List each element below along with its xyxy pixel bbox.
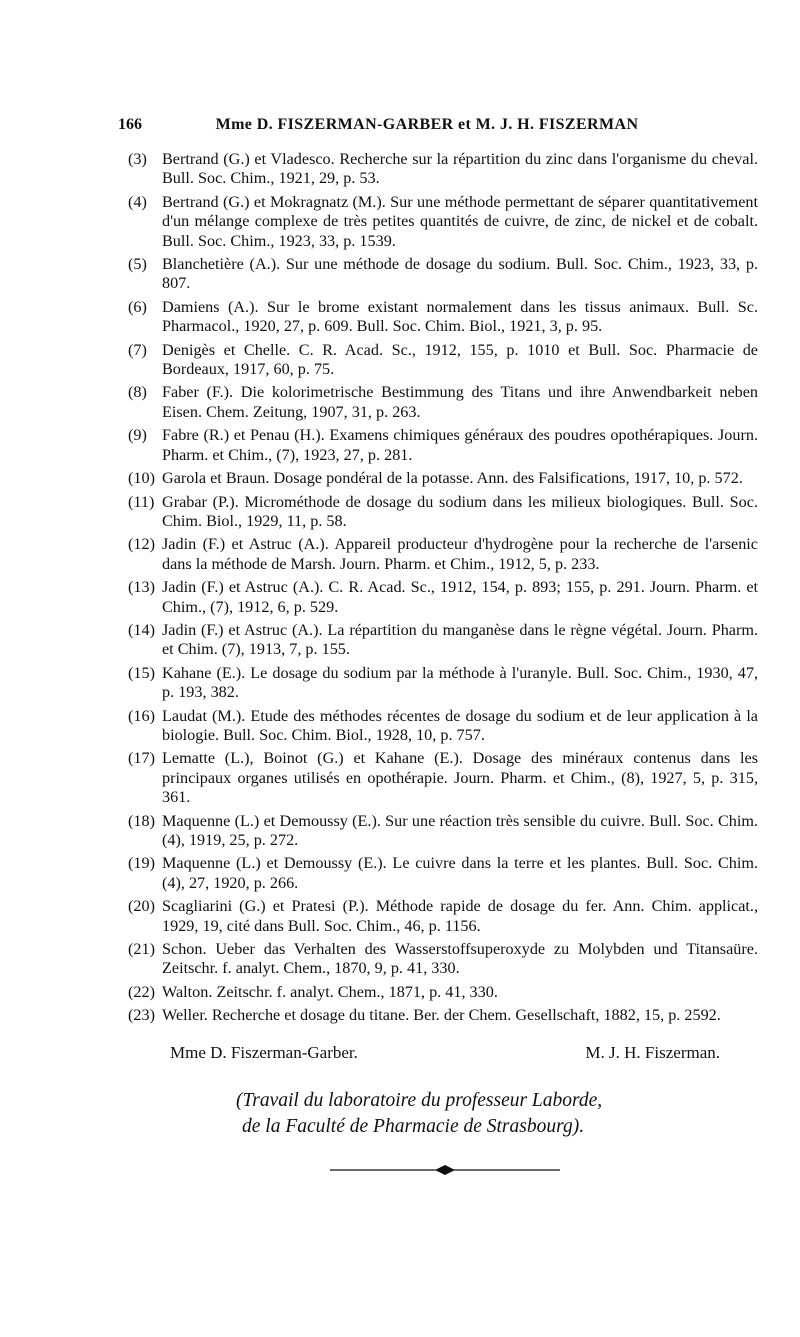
reference-entry <box>128 341 758 380</box>
reference-entry <box>128 812 758 851</box>
reference-text: Bertrand (G.) et Vladesco. Recherche sur la répartition du zinc dans l'organisme du cheval. Bull. Soc. Chim., 1921, 29, p. 53. <box>162 150 758 188</box>
reference-entry <box>128 621 758 660</box>
page-number: 166 <box>118 116 142 133</box>
reference-number: (16) <box>128 706 155 725</box>
reference-text: Grabar (P.). Microméthode de dosage du sodium dans les milieux biologiques. Bull. Soc. Chim. Biol., 1929, 11, p. 58. <box>162 492 758 530</box>
reference-entry <box>128 854 758 893</box>
reference-number: (13) <box>128 578 155 597</box>
reference-entry <box>128 255 758 294</box>
reference-number: (3) <box>128 150 147 168</box>
reference-entry <box>128 383 758 422</box>
page-header <box>118 116 678 140</box>
reference-number: (8) <box>128 383 147 402</box>
reference-number: (6) <box>128 297 147 316</box>
reference-entry <box>128 426 758 465</box>
reference-text: Laudat (M.). Etude des méthodes récentes de dosage du sodium et de leur application à la biologie. Bull. Soc. Chim. Biol., 1928, 10, p. 757. <box>162 706 758 744</box>
reference-entry <box>128 578 758 617</box>
signature-left: Mme D. Fiszerman-Garber. <box>170 1043 358 1062</box>
reference-number: (18) <box>128 811 155 830</box>
reference-text: Kahane (E.). Le dosage du sodium par la méthode à l'uranyle. Bull. Soc. Chim., 1930, 47, p. 193, 382. <box>162 663 758 702</box>
reference-entry <box>128 940 758 979</box>
affiliation-line-1: (Travail du laboratoire du professeur Laborde, <box>236 1090 603 1111</box>
reference-number: (23) <box>128 1006 155 1025</box>
reference-entry <box>128 664 758 703</box>
reference-text: Schon. Ueber das Verhalten des Wasserstoffsuperoxyde zu Molybden und Titansaüre. Zeitschr. f. analyt. Chem., 1870, 9, p. 41, 330. <box>162 940 758 978</box>
reference-entry <box>128 897 758 936</box>
author-signatures <box>170 1043 720 1069</box>
reference-entry <box>128 535 758 574</box>
reference-text: Faber (F.). Die kolorimetrische Bestimmung des Titans und ihre Anwendbarkeit neben Eisen. Chem. Zeitung, 1907, 31, p. 263. <box>162 383 758 421</box>
reference-number: (4) <box>128 192 147 211</box>
signature-right: M. J. H. Fiszerman. <box>585 1043 720 1062</box>
reference-number: (19) <box>128 854 155 873</box>
reference-text: Fabre (R.) et Penau (H.). Examens chimiques généraux des poudres opothérapiques. Journ. Pharm. et Chim., (7), 1923, 27, p. 281. <box>162 426 758 464</box>
reference-text: Damiens (A.). Sur le brome existant normalement dans les tissus animaux. Bull. Sc. Pharmacol., 1920, 27, p. 609. Bull. Soc. Chim. Biol., 1921, 3, p. 95. <box>162 297 758 336</box>
reference-text: Bertrand (G.) et Mokragnatz (M.). Sur une méthode permettant de séparer quantitativement d'un mélange complexe de très petites quantités de cuivre, de zinc, de nickel et de cobalt. Bull. Soc. Chim., 1923, 33, p. 1539. <box>162 192 758 250</box>
reference-number: (14) <box>128 620 155 639</box>
reference-number: (11) <box>128 492 155 511</box>
reference-text: Lematte (L.), Boinot (G.) et Kahane (E.). Dosage des minéraux contenus dans les principaux organes utilisés en opothérapie. Journ. Pharm. et Chim., (8), 1927, 5, p. 315, 361. <box>162 749 758 807</box>
reference-text: Garola et Braun. Dosage pondéral de la potasse. Ann. des Falsifications, 1917, 10, p. 572. <box>162 469 743 488</box>
reference-entry <box>128 469 758 488</box>
reference-text: Blanchetière (A.). Sur une méthode de dosage du sodium. Bull. Soc. Chim., 1923, 33, p. 807. <box>162 255 758 293</box>
reference-entry <box>128 150 758 189</box>
end-ornament <box>330 1163 560 1177</box>
reference-text: Jadin (F.) et Astruc (A.). La répartition du manganèse dans le règne végétal. Journ. Pharm. et Chim. (7), 1913, 7, p. 155. <box>162 620 758 659</box>
reference-entry <box>128 707 758 746</box>
reference-number: (10) <box>128 469 155 488</box>
reference-text: Jadin (F.) et Astruc (A.). Appareil producteur d'hydrogène pour la recherche de l'arsenic dans la méthode de Marsh. Journ. Pharm. et Chim., 1912, 5, p. 233. <box>162 535 758 573</box>
reference-number: (17) <box>128 749 155 768</box>
reference-entry <box>128 298 758 337</box>
reference-text: Walton. Zeitschr. f. analyt. Chem., 1871, p. 41, 330. <box>162 982 498 1001</box>
reference-entry <box>128 749 758 807</box>
laboratory-affiliation <box>236 1088 676 1140</box>
reference-number: (7) <box>128 340 147 359</box>
reference-text: Weller. Recherche et dosage du titane. Ber. der Chem. Gesellschaft, 1882, 15, p. 2592. <box>162 1006 721 1025</box>
reference-number: (20) <box>128 897 155 916</box>
reference-entry <box>128 983 758 1002</box>
reference-entry <box>128 493 758 532</box>
reference-entry <box>128 193 758 251</box>
reference-entry <box>128 1006 758 1025</box>
reference-list <box>128 150 758 1030</box>
reference-number: (5) <box>128 255 147 274</box>
reference-text: Jadin (F.) et Astruc (A.). C. R. Acad. Sc., 1912, 154, p. 893; 155, p. 291. Journ. Pharm. et Chim., (7), 1912, 6, p. 529. <box>162 578 758 616</box>
reference-number: (12) <box>128 535 155 554</box>
running-title: Mme D. FISZERMAN-GARBER et M. J. H. FISZERMAN <box>215 116 639 133</box>
reference-text: Maquenne (L.) et Demoussy (E.). Sur une réaction très sensible du cuivre. Bull. Soc. Chim. (4), 1919, 25, p. 272. <box>162 811 758 849</box>
affiliation-line-2: de la Faculté de Pharmacie de Strasbourg). <box>242 1116 585 1137</box>
reference-text: Denigès et Chelle. C. R. Acad. Sc., 1912, 155, p. 1010 et Bull. Soc. Pharmacie de Bordeaux, 1917, 60, p. 75. <box>162 340 758 379</box>
reference-text: Scagliarini (G.) et Pratesi (P.). Méthode rapide de dosage du fer. Ann. Chim. applicat., 1929, 19, cité dans Bull. Soc. Chim., 46, p. 1156. <box>162 897 758 935</box>
reference-number: (21) <box>128 940 155 959</box>
reference-number: (22) <box>128 982 155 1001</box>
reference-number: (15) <box>128 663 155 682</box>
reference-text: Maquenne (L.) et Demoussy (E.). Le cuivre dans la terre et les plantes. Bull. Soc. Chim. (4), 27, 1920, p. 266. <box>162 854 758 892</box>
reference-number: (9) <box>128 426 147 445</box>
